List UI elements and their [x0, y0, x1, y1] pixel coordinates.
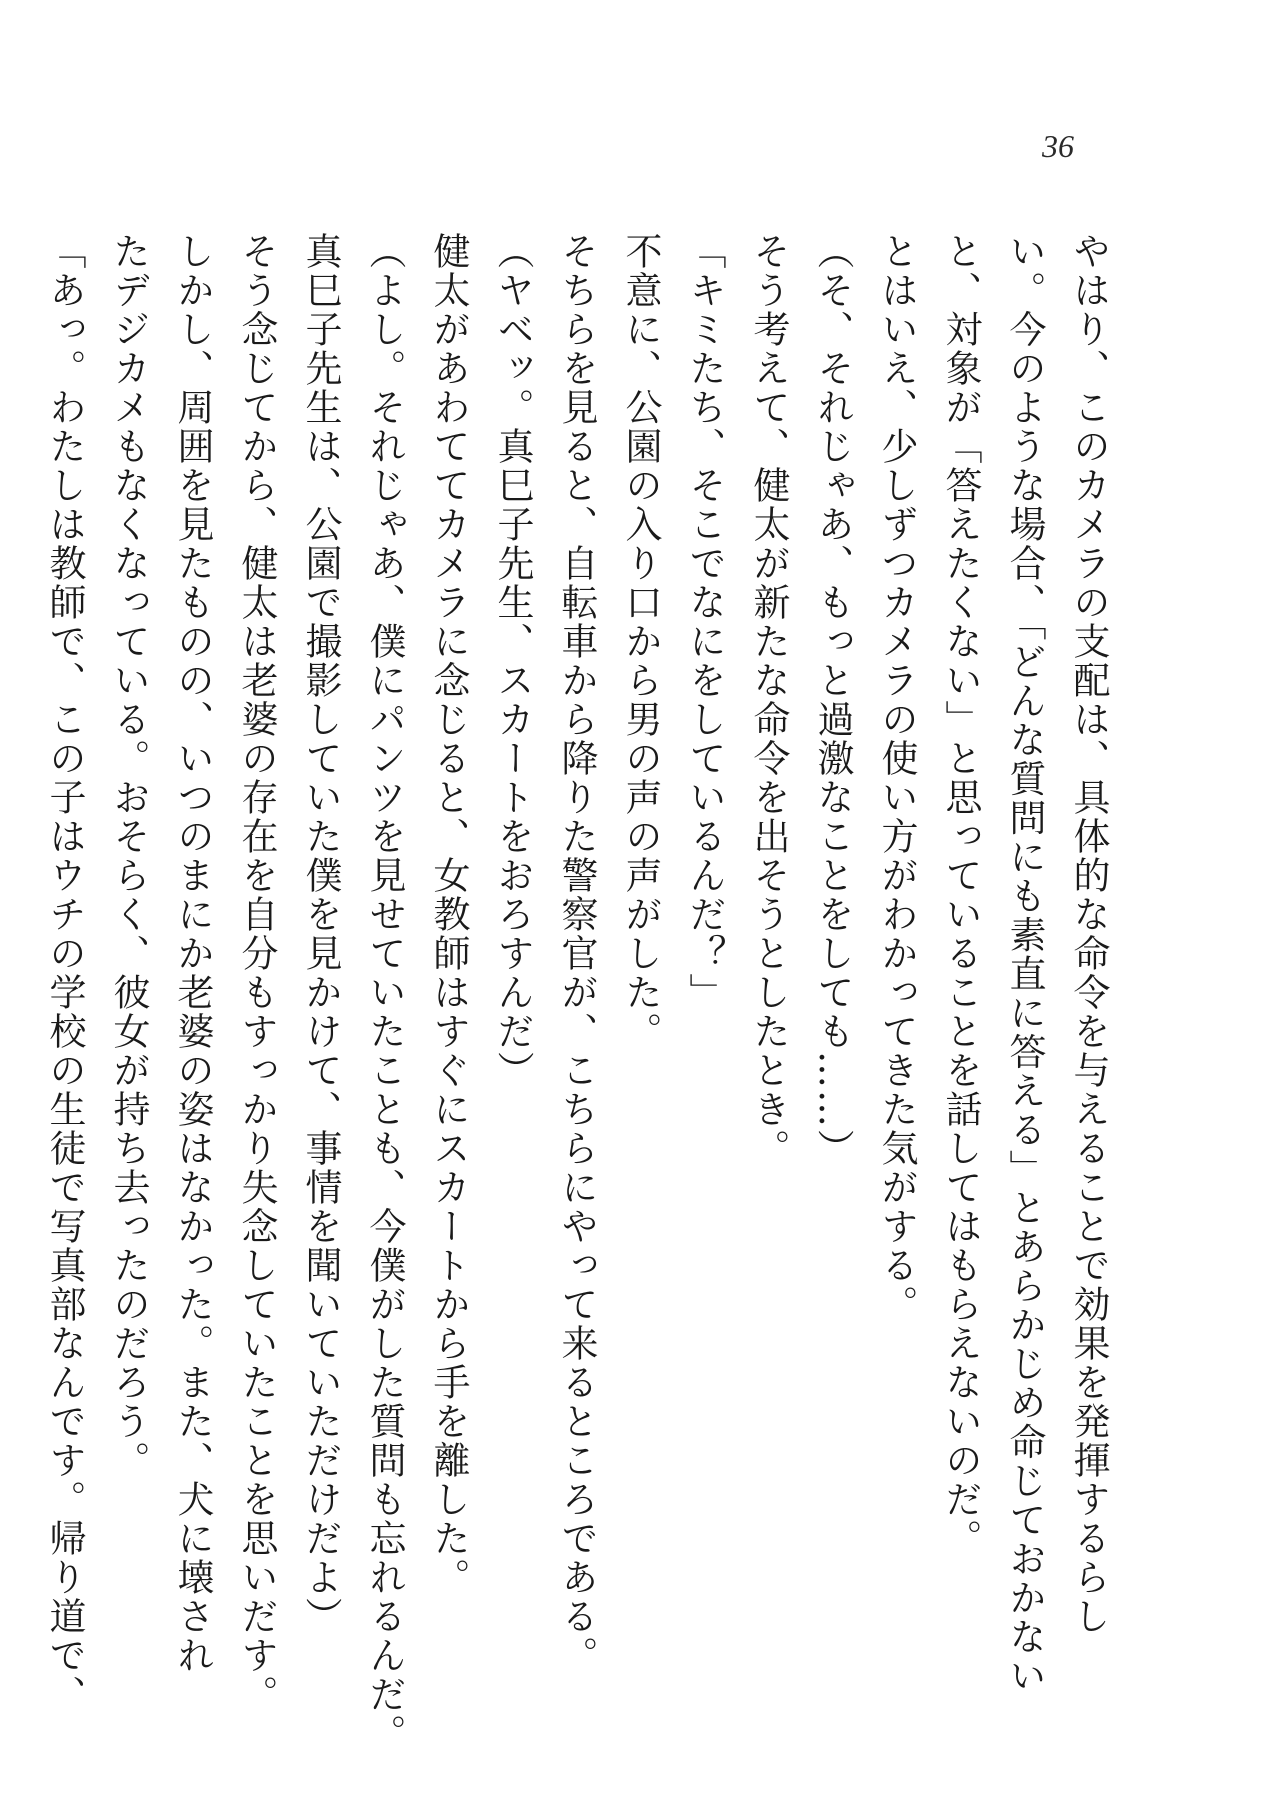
page-number: 36: [1042, 128, 1074, 164]
text-line: （よし。それじゃあ、僕にパンツを見せていたことも、今僕がした質問も忘れるんだ。: [363, 232, 406, 1753]
text-line: 「キミたち、そこでなにをしているんだ？」: [683, 232, 726, 1012]
text-line: たデジカメもなくなっている。おそらく、彼女が持ち去ったのだろう。: [107, 232, 150, 1480]
text-line: い。今のような場合、「どんな質問にも素直に答える」とあらかじめ命じておかない: [1003, 232, 1046, 1696]
text-line: 「あっ。わたしは教師で、この子はウチの学校の生徒で写真部なんです。帰り道で、: [43, 232, 86, 1714]
text-line: しかし、周囲を見たものの、いつのまにか老婆の姿はなかった。また、犬に壊され: [171, 232, 214, 1675]
text-line: （そ、それじゃあ、もっと過激なことをしても……）: [811, 232, 854, 1168]
text-line: 真巳子先生は、公園で撮影していた僕を見かけて、事情を聞いていただけだよ）: [299, 232, 342, 1636]
text-line: 不意に、公園の入り口から男の声の声がした。: [619, 232, 662, 1051]
text-line: やはり、このカメラの支配は、具体的な命令を与えることで効果を発揮するらし: [1067, 232, 1110, 1636]
text-line: そう考えて、健太が新たな命令を出そうとしたとき。: [747, 232, 790, 1168]
text-line: 健太があわててカメラに念じると、女教師はすぐにスカートから手を離した。: [427, 232, 470, 1597]
text-line: と、対象が「答えたくない」と思っていることを話してはもらえないのだ。: [939, 232, 982, 1558]
text-line: そちらを見ると、自転車から降りた警察官が、こちらにやって来るところである。: [555, 232, 598, 1675]
text-line: とはいえ、少しずつカメラの使い方がわかってきた気がする。: [875, 232, 918, 1324]
text-line: （ヤベッ。真巳子先生、スカートをおろすんだ）: [491, 232, 534, 1090]
text-line: そう念じてから、健太は老婆の存在を自分もすっかり失念していたことを思いだす。: [235, 232, 278, 1714]
vertical-text-body: [32, 232, 1120, 1753]
